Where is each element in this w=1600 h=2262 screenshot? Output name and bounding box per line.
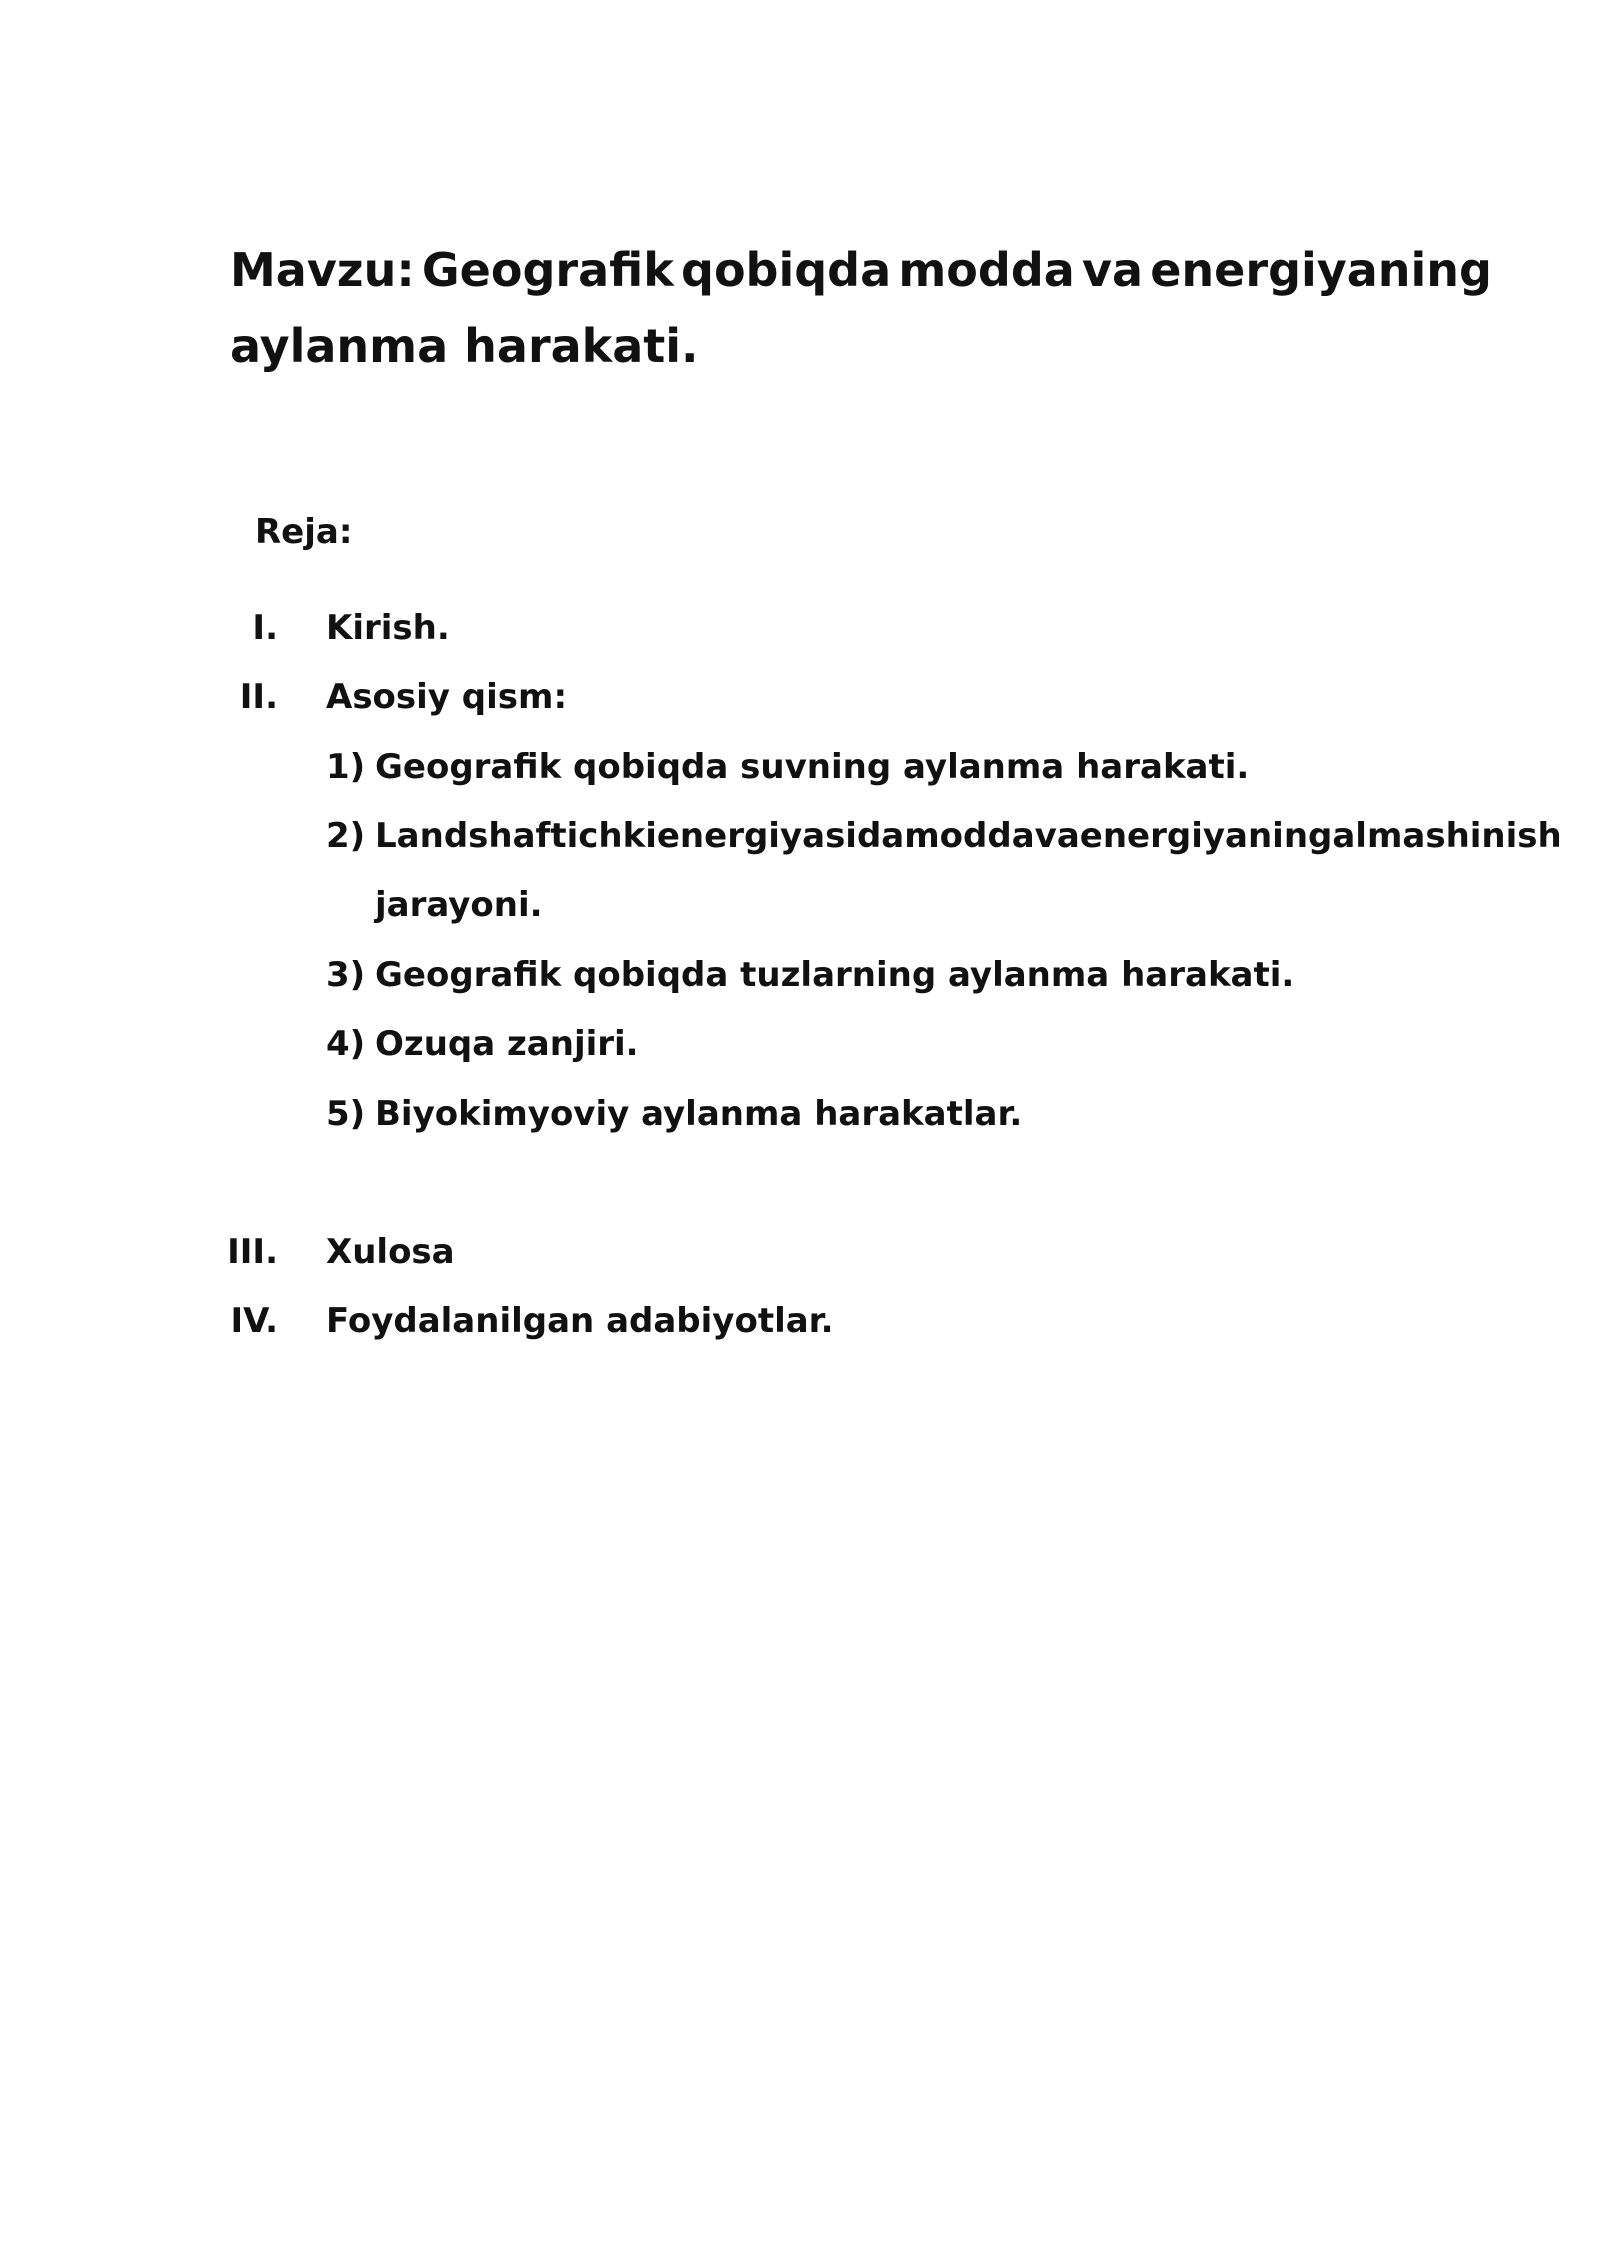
title-word: energiyaning [1150, 243, 1492, 297]
title-word: qobiqda [681, 243, 892, 297]
subitem-word: va [1034, 816, 1080, 856]
section-number: III. [227, 1232, 278, 1272]
section-text: Foydalanilgan adabiyotlar. [326, 1301, 834, 1341]
subitem-number: 5) [326, 1094, 366, 1134]
subitem-word: Landshaft [375, 816, 567, 856]
section-number: I. [252, 608, 278, 648]
plan-label: Reja: [255, 512, 353, 552]
section-number: IV. [230, 1301, 278, 1341]
subitem-number: 2) [326, 816, 366, 856]
subitem-number: 1) [326, 747, 366, 787]
subitem-word: almashinish [1332, 816, 1562, 856]
subitem-word: ichki [566, 816, 657, 856]
title-word: Geografik [421, 243, 674, 297]
section-text: Kirish. [326, 608, 450, 648]
title-word: va [1082, 243, 1144, 297]
subitem-text-line-2: jarayoni. [375, 885, 543, 925]
title-line-2: aylanma harakati. [230, 319, 699, 373]
title-line-1 [230, 232, 1492, 308]
subitem-number: 4) [326, 1024, 366, 1064]
document-title [230, 232, 1492, 384]
subitem-text: Biyokimyoviy aylanma harakatlar. [375, 1094, 1023, 1134]
title-word: modda [898, 243, 1075, 297]
section-text: Asosiy qism: [326, 677, 568, 717]
subitem-text: Ozuqa zanjiri. [375, 1024, 639, 1064]
subitem-word: energiyaning [1079, 816, 1333, 856]
section-text: Xulosa [326, 1232, 455, 1272]
title-word: Mavzu: [230, 243, 415, 297]
subitem-word: modda [904, 816, 1035, 856]
subitem-word: energiyasida [656, 816, 905, 856]
section-number: II. [239, 677, 278, 717]
subitem-text: Geografik qobiqda tuzlarning aylanma harakati. [375, 955, 1295, 995]
subitem-text-line-1 [375, 814, 1562, 858]
subitem-text: Geografik qobiqda suvning aylanma harakati. [375, 747, 1250, 787]
subitem-number: 3) [326, 955, 366, 995]
